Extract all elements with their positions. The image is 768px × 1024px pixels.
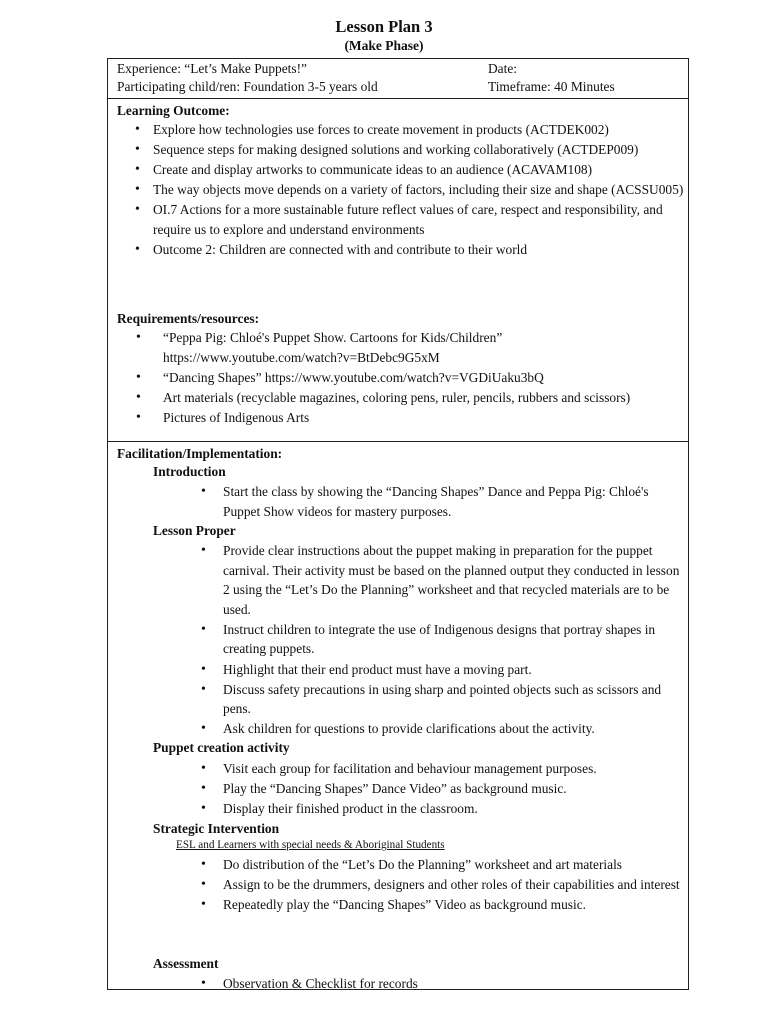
list-item: • Start the class by showing the “Dancing Shapes” Dance and Peppa Pig: Chloé's Puppet Show videos for mastery purposes. bbox=[223, 482, 683, 521]
introduction-heading: Introduction bbox=[153, 464, 226, 479]
page-subtitle: (Make Phase) bbox=[344, 38, 424, 53]
list-item: • Outcome 2: Children are connected with and contribute to their world bbox=[153, 240, 693, 260]
list-item: • Assign to be the drummers, designers and other roles of their capabilities and interest bbox=[223, 875, 683, 895]
list-item: • OI.7 Actions for a more sustainable future reflect values of care, respect and responsibility, and require us to explore and understand environments bbox=[153, 200, 693, 239]
participants-label: Participating child/ren: Foundation 3-5 years old bbox=[117, 79, 378, 94]
list-item: • Do distribution of the “Let’s Do the Planning” worksheet and art materials bbox=[223, 855, 683, 875]
list-item: • The way objects move depends on a variety of factors, including their size and shape (ACSSU005) bbox=[153, 180, 693, 200]
list-item: • “Peppa Pig: Chloé's Puppet Show. Cartoons for Kids/Children” https://www.youtube.com/watch?v=BtDebc9G5xM bbox=[163, 328, 563, 367]
list-item: • “Dancing Shapes” https://www.youtube.com/watch?v=VGDiUaku3bQ bbox=[163, 368, 693, 388]
list-item: • Observation & Checklist for records bbox=[223, 974, 683, 994]
learning-outcome-heading: Learning Outcome: bbox=[117, 103, 230, 118]
list-item: • Provide clear instructions about the puppet making in preparation for the puppet carnival. Their activity must be based on the planned output they conducted in lesson 2 using the “Let’s Do the Planning” worksheet and that recycled materials are to be used. bbox=[223, 541, 683, 619]
list-item: • Sequence steps for making designed solutions and working collaboratively (ACTDEP009) bbox=[153, 140, 693, 160]
assessment-list bbox=[0, 974, 683, 994]
page-title: Lesson Plan 3 bbox=[335, 17, 433, 36]
date-label: Date: bbox=[488, 61, 517, 76]
timeframe-label: Timeframe: 40 Minutes bbox=[488, 79, 615, 94]
strategic-intervention-heading: Strategic Intervention bbox=[153, 821, 280, 836]
lesson-proper-heading: Lesson Proper bbox=[153, 523, 236, 538]
requirements-heading: Requirements/resources: bbox=[117, 311, 260, 326]
strategic-intervention-list bbox=[0, 855, 683, 915]
divider-header bbox=[107, 98, 689, 99]
list-item: • Visit each group for facilitation and behaviour management purposes. bbox=[223, 759, 683, 779]
introduction-list bbox=[0, 482, 683, 522]
list-item: • Discuss safety precautions in using sharp and pointed objects such as scissors and pens. bbox=[223, 680, 683, 719]
list-item: • Pictures of Indigenous Arts bbox=[163, 408, 693, 428]
list-item: • Highlight that their end product must have a moving part. bbox=[223, 660, 683, 680]
list-item: • Explore how technologies use forces to create movement in products (ACTDEK002) bbox=[153, 120, 693, 140]
list-item: • Repeatedly play the “Dancing Shapes” Video as background music. bbox=[223, 895, 683, 915]
divider-facilitation bbox=[107, 441, 689, 442]
list-item: • Create and display artworks to communicate ideas to an audience (ACAVAM108) bbox=[153, 160, 693, 180]
assessment-heading: Assessment bbox=[153, 956, 219, 971]
list-item: • Ask children for questions to provide clarifications about the activity. bbox=[223, 719, 683, 739]
learning-outcome-list bbox=[107, 120, 693, 260]
strategic-intervention-subheading: ESL and Learners with special needs & Aboriginal Students bbox=[176, 839, 445, 851]
list-item: • Play the “Dancing Shapes” Dance Video” as background music. bbox=[223, 779, 683, 799]
experience-label: Experience: “Let’s Make Puppets!” bbox=[117, 61, 307, 76]
list-item: • Display their finished product in the classroom. bbox=[223, 799, 683, 819]
facilitation-heading: Facilitation/Implementation: bbox=[117, 446, 283, 461]
lesson-proper-list bbox=[0, 541, 683, 739]
list-item: • Instruct children to integrate the use of Indigenous designs that portray shapes in creating puppets. bbox=[223, 620, 683, 659]
list-item: • Art materials (recyclable magazines, coloring pens, ruler, pencils, rubbers and scissors) bbox=[163, 388, 693, 408]
puppet-creation-heading: Puppet creation activity bbox=[153, 740, 290, 755]
puppet-creation-list bbox=[0, 759, 683, 819]
requirements-list bbox=[107, 328, 693, 428]
